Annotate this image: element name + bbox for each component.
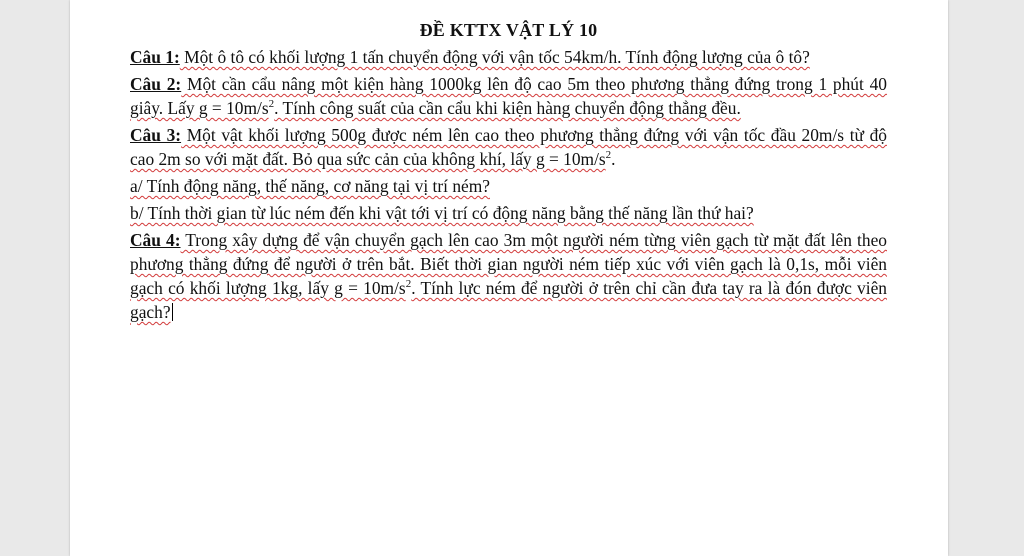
- question-3-text-a: Một vật khối lượng 500g được ném lên cao theo phương thẳng đứng với vận tốc đầu 20m/s từ độ cao 2m so với mặt đất. Bỏ qua sức cản của không khí, lấy g = 10m/s: [130, 125, 887, 169]
- question-3-part-a-text: a/ Tính động năng, thế năng, cơ năng tại vị trí ném?: [130, 176, 490, 196]
- question-3-part-b-text: b/ Tính thời gian từ lúc ném đến khi vật tới vị trí có động năng bằng thế năng lần thứ hai?: [130, 203, 754, 223]
- question-4-text-a: Trong xây dựng để vận chuyển gạch lên cao 3m một người ném từng viên gạch từ mặt đất lên theo phương thẳng đứng để người ở trên bắt. Biết thời gian người ném tiếp xúc với viên gạch là 0,1s, mỗi viên gạch có khối lượng 1kg, lấy g = 10m/s: [130, 230, 887, 298]
- question-2-text-a: Một cần cẩu nâng một kiện hàng 1000kg lên độ cao 5m theo phương thẳng đứng trong 1 phút 40 giây. Lấy g = 10m/s: [130, 74, 888, 118]
- question-3-part-a: [130, 174, 887, 198]
- question-2-exponent: 2: [268, 98, 275, 111]
- question-2-label: Câu 2:: [130, 74, 182, 94]
- question-1-label: Câu 1:: [130, 47, 180, 67]
- question-3-label: Câu 3:: [130, 125, 182, 145]
- document-title: ĐỀ KTTX VẬT LÝ 10: [419, 20, 598, 40]
- text-cursor: [172, 303, 173, 321]
- question-4-exponent: 2: [405, 278, 412, 291]
- question-4-text-b: . Tính lực ném để người ở trên chỉ cần đưa tay ra là đón được viên gạch?: [130, 278, 887, 322]
- question-1-text: Một ô tô có khối lượng 1 tấn chuyển động với vận tốc 54km/h. Tính động lượng của ô tô?: [179, 47, 810, 67]
- question-3-exponent: 2: [605, 149, 612, 162]
- question-4-label: Câu 4:: [130, 230, 181, 250]
- question-2: [130, 72, 887, 120]
- question-3-text-b: .: [611, 149, 616, 169]
- question-2-text-b: . Tính công suất của cần cẩu khi kiện hàng chuyển động thẳng đều.: [274, 98, 741, 118]
- document-page[interactable]: [70, 0, 948, 556]
- question-4: [130, 228, 887, 324]
- document-body[interactable]: [130, 18, 887, 327]
- question-3: [130, 123, 887, 171]
- question-3-part-b: [130, 201, 887, 225]
- question-1: [130, 45, 887, 69]
